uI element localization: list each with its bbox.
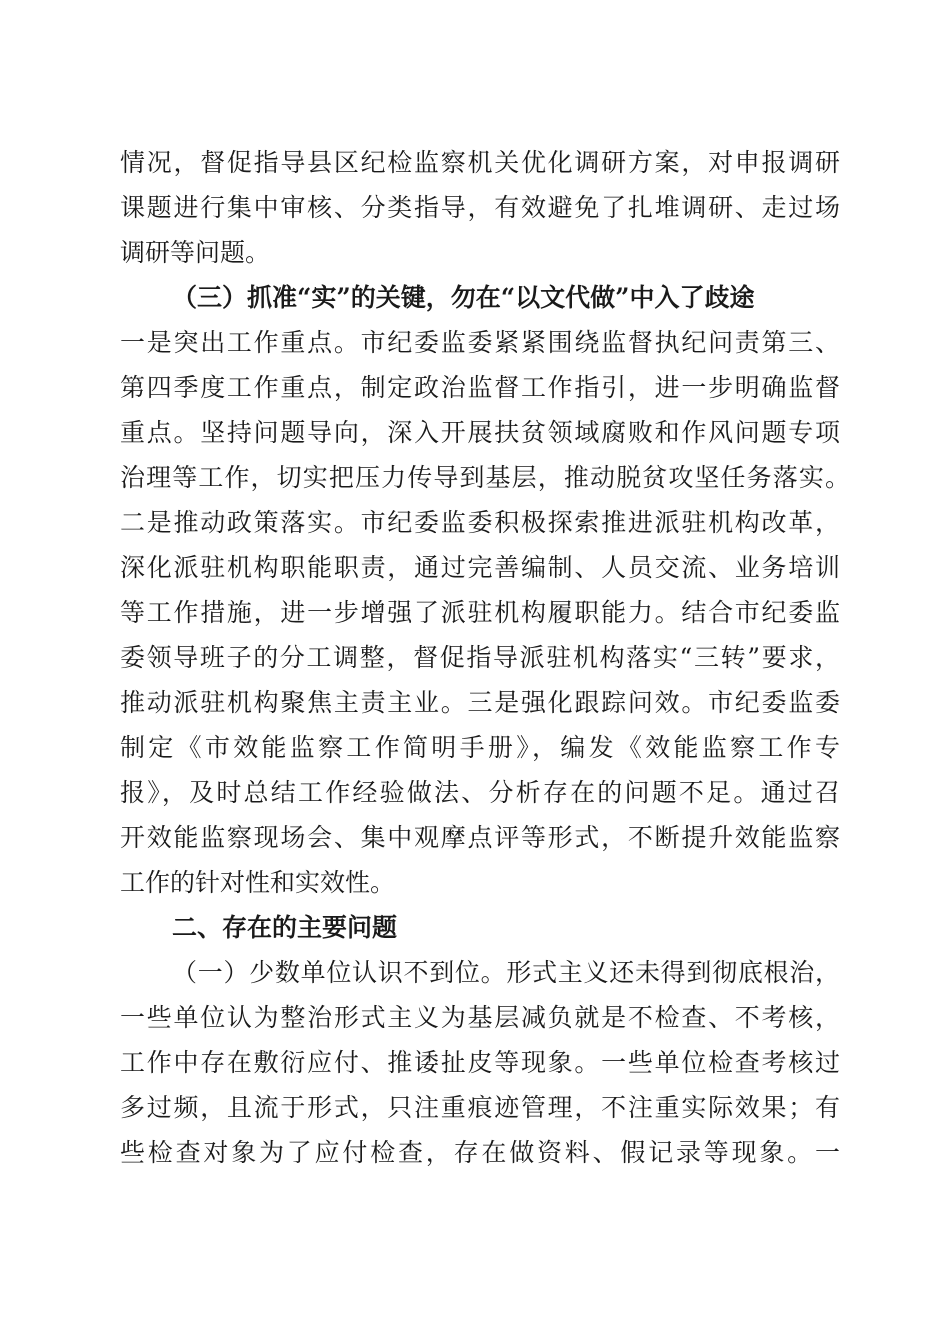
section-heading-2: 二、存在的主要问题	[172, 913, 398, 942]
paragraph-line: 治理等工作，切实把压力传导到基层，推动脱贫攻坚任务落实。	[120, 463, 850, 492]
paragraph-line: 重点。坚持问题导向，深入开展扶贫领域腐败和作风问题专项	[120, 418, 840, 447]
paragraph-line: 开效能监察现场会、集中观摩点评等形式，不断提升效能监察	[120, 823, 840, 852]
paragraph-line: 二是推动政策落实。市纪委监委积极探索推进派驻机构改革，	[120, 508, 840, 537]
paragraph-line: 制定《市效能监察工作简明手册》，编发《效能监察工作专	[120, 733, 840, 762]
paragraph-line: 些检查对象为了应付检查，存在做资料、假记录等现象。一	[120, 1138, 840, 1167]
paragraph-line: 一是突出工作重点。市纪委监委紧紧围绕监督执纪问责第三、	[120, 328, 840, 357]
paragraph-line: 工作的针对性和实效性。	[120, 868, 396, 897]
paragraph-line: 课题进行集中审核、分类指导，有效避免了扎堆调研、走过场	[120, 193, 840, 222]
paragraph-line: 第四季度工作重点，制定政治监督工作指引，进一步明确监督	[120, 373, 840, 402]
paragraph-line: 调研等问题。	[120, 238, 271, 267]
paragraph-line: 一些单位认为整治形式主义为基层减负就是不检查、不考核，	[120, 1003, 840, 1032]
paragraph-line: 委领导班子的分工调整，督促指导派驻机构落实“三转”要求，	[120, 643, 840, 672]
paragraph-line: 报》，及时总结工作经验做法、分析存在的问题不足。通过召	[120, 778, 840, 807]
paragraph-line: 多过频，且流于形式，只注重痕迹管理，不注重实际效果；有	[120, 1093, 840, 1122]
paragraph-line: 推动派驻机构聚焦主责主业。三是强化跟踪问效。市纪委监委	[120, 688, 840, 717]
paragraph-line: 工作中存在敷衍应付、推诿扯皮等现象。一些单位检查考核过	[120, 1048, 840, 1077]
section-heading-3: （三）抓准“实”的关键，勿在“以文代做”中入了歧途	[172, 283, 755, 312]
paragraph-line: （一）少数单位认识不到位。形式主义还未得到彻底根治，	[172, 958, 840, 987]
paragraph-line: 深化派驻机构职能职责，通过完善编制、人员交流、业务培训	[120, 553, 840, 582]
paragraph-line: 等工作措施，进一步增强了派驻机构履职能力。结合市纪委监	[120, 598, 840, 627]
paragraph-line: 情况，督促指导县区纪检监察机关优化调研方案，对申报调研	[120, 148, 840, 177]
